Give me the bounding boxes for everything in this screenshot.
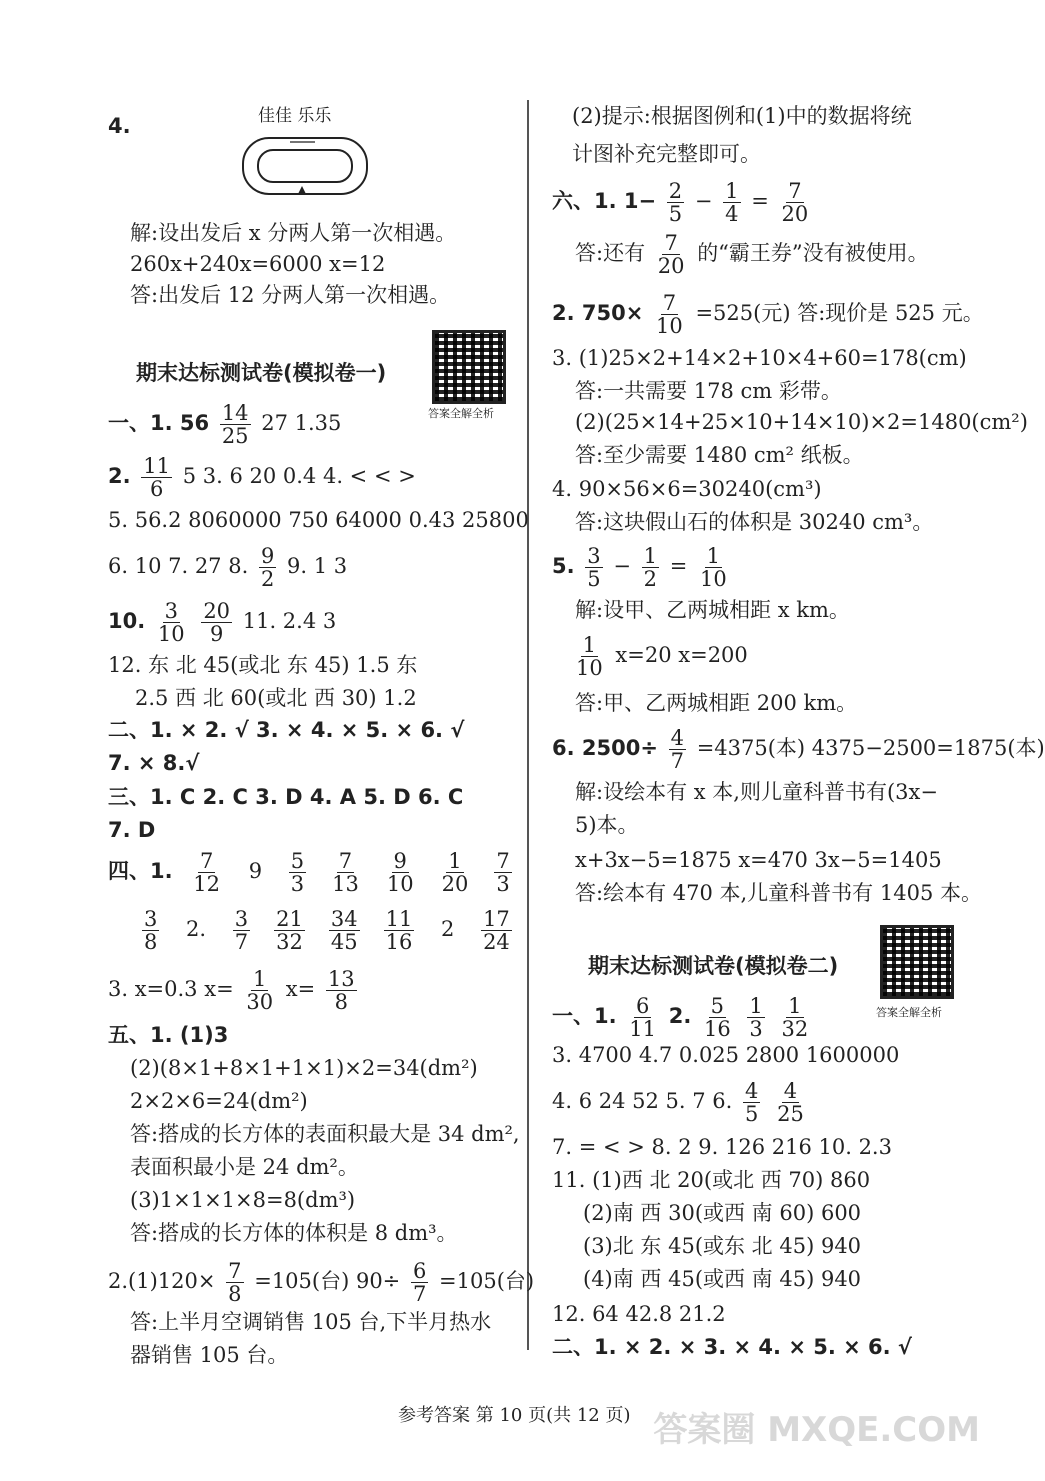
r-q5b: 解:设甲、乙两城相距 x km。 bbox=[575, 598, 850, 622]
q4-number: 4. bbox=[108, 114, 131, 138]
r-q6b-f: 答:绘本有 470 本,儿童科普书有 1405 本。 bbox=[575, 881, 982, 905]
s2-row11c: (3)北 东 45(或东 北 45) 940 bbox=[583, 1234, 862, 1258]
r-q3a: 3. (1)25×2+14×2+10×4+60=178(cm) bbox=[552, 346, 967, 370]
fraction: $\frac{7}{3}$ bbox=[496, 849, 510, 897]
value: 2 bbox=[434, 917, 462, 942]
r-q6b-d: 5)本。 bbox=[575, 813, 639, 837]
r-q5d: 答:甲、乙两城相距 200 km。 bbox=[575, 691, 858, 715]
track-label: 佳佳 乐乐 bbox=[258, 106, 332, 126]
fraction: $\frac{3}{7}$ bbox=[234, 907, 249, 955]
fraction: $\frac{5}{3}$ bbox=[290, 849, 305, 897]
r-q6: 六、1. 1− $\frac{2}{5}$ − $\frac{1}{4}$ = $\frac{7}{20}$ bbox=[552, 179, 809, 227]
s1-part5-4: 答:搭成的长方体的表面积最大是 34 dm², bbox=[130, 1122, 520, 1146]
s1-part4-row2 bbox=[130, 908, 524, 953]
s1-row12a: 12. 东 北 45(或北 东 45) 1.5 东 bbox=[108, 653, 418, 677]
s1-row1: 一、1. 56 $\frac{14}{25}$ 27 1.35 bbox=[108, 401, 342, 449]
watermark: 答案圈 MXQE.COM bbox=[653, 1410, 980, 1450]
qr-caption-2: 答案全解全析 bbox=[876, 1006, 942, 1019]
fraction: $\frac{7}{13}$ bbox=[332, 849, 359, 897]
r-q3c: (2)(25×14+25×10+14×10)×2=1480(cm²) bbox=[575, 410, 1028, 434]
s1-part4-row3: 3. x=0.3 x= $\frac{1}{30}$ x= $\frac{13}{8}$ bbox=[108, 967, 355, 1015]
r-q3b: 答:一共需要 178 cm 彩带。 bbox=[575, 379, 842, 403]
s1-row6: 6. 10 7. 27 8. $\frac{9}{2}$ 9. 1 3 bbox=[108, 544, 348, 592]
s1-part2-1: 二、1. × 2. √ 3. × 4. × 5. × 6. √ bbox=[108, 718, 465, 742]
s1-part5-3: 2×2×6=24(dm²) bbox=[130, 1089, 308, 1113]
s1-part2-2: 7. × 8.√ bbox=[108, 751, 200, 775]
r-q6b-c: 解:设绘本有 x 本,则儿童科普书有(3x− bbox=[575, 780, 938, 804]
s1-part5-6: (3)1×1×1×8=8(dm³) bbox=[130, 1188, 356, 1212]
s2-row11a: 11. (1)西 北 20(或北 西 70) 860 bbox=[552, 1168, 871, 1192]
value: 9 bbox=[242, 859, 269, 884]
fraction: $\frac{1}{20}$ bbox=[441, 849, 469, 897]
fraction: $\frac{21}{32}$ bbox=[276, 907, 303, 955]
r-q6-ans: 答:还有 $\frac{7}{20}$ 的“霸王券”没有被使用。 bbox=[575, 231, 929, 279]
s2-row12: 12. 64 42.8 21.2 bbox=[552, 1302, 726, 1326]
r-q4b: 答:这块假山石的体积是 30240 cm³。 bbox=[575, 510, 934, 534]
fraction: $\frac{17}{24}$ bbox=[483, 907, 510, 955]
s1-row12b: 2.5 西 北 60(或北 西 30) 1.2 bbox=[135, 686, 417, 710]
fraction: $\frac{14}{25}$ bbox=[221, 401, 249, 449]
s1-row2: 2. $\frac{11}{6}$ 5 3. 6 20 0.4 4. < < > bbox=[108, 454, 416, 502]
r-q3d: 答:至少需要 1480 cm² 纸板。 bbox=[575, 443, 864, 467]
s1-part5-2: (2)(8×1+8×1+1×1)×2=34(dm²) bbox=[130, 1056, 478, 1080]
s1-part5-5: 表面积最小是 24 dm²。 bbox=[130, 1155, 359, 1179]
s1-row5: 5. 56.2 8060000 750 64000 0.43 25800 bbox=[108, 508, 529, 532]
s1-part4-row1: 四、1. $\frac{7}{12}$ 9 $\frac{5}{3}$ $\frac{7}{13}$ $\frac{9}{10}$ $\frac{1}{20}$ $\frac{7}{3}$ bbox=[108, 849, 510, 897]
page-footer: 参考答案 第 10 页(共 12 页) bbox=[398, 1405, 631, 1426]
s2-row7: 7. = < > 8. 2 9. 126 216 10. 2.3 bbox=[552, 1135, 892, 1159]
s1-part3-2: 7. D bbox=[108, 818, 156, 842]
s2-row4: 4. 6 24 52 5. 7 6. $\frac{4}{5}$ $\frac{4}{25}$ bbox=[552, 1079, 804, 1127]
s2-row11b: (2)南 西 30(或西 南 60) 600 bbox=[583, 1201, 862, 1225]
r-q6b: 6. 2500÷ $\frac{4}{7}$ =4375(本) 4375−2500=1875(本) bbox=[552, 726, 1045, 774]
s1-part5-q2b: 答:上半月空调销售 105 台,下半月热水 bbox=[130, 1310, 492, 1334]
r-q4a: 4. 90×56×6=30240(cm³) bbox=[552, 477, 822, 501]
fraction: $\frac{3}{8}$ bbox=[144, 907, 158, 955]
l2: 260x+240x=6000 x=12 bbox=[130, 252, 386, 276]
s2-part2: 二、1. × 2. × 3. × 4. × 5. × 6. √ bbox=[552, 1335, 912, 1359]
fraction: $\frac{34}{45}$ bbox=[330, 907, 358, 955]
s1-part5-1: 五、1. (1)3 bbox=[108, 1023, 229, 1047]
s1-row10: 10. $\frac{3}{10}$ $\frac{20}{9}$ 11. 2.4 3 bbox=[108, 599, 337, 647]
s1-part5-q2: 2.(1)120× $\frac{7}{8}$ =105(台) 90÷ $\frac{6}{7}$ =105(台) bbox=[108, 1259, 535, 1307]
qr-code-1[interactable] bbox=[432, 330, 506, 404]
s2-row11d: (4)南 西 45(或西 南 45) 940 bbox=[583, 1267, 862, 1291]
l3: 答:出发后 12 分两人第一次相遇。 bbox=[130, 283, 451, 307]
r-p2: 计图补充完整即可。 bbox=[572, 142, 761, 166]
section2-title: 期末达标测试卷(模拟卷二) bbox=[588, 954, 839, 978]
s1-part5-q2c: 器销售 105 台。 bbox=[130, 1343, 289, 1367]
section1-title: 期末达标测试卷(模拟卷一) bbox=[136, 361, 387, 385]
s2-row3: 3. 4700 4.7 0.025 2800 1600000 bbox=[552, 1043, 900, 1067]
value: 2. bbox=[179, 917, 213, 942]
s1-part3-1: 三、1. C 2. C 3. D 4. A 5. D 6. C bbox=[108, 785, 464, 809]
r-q2: 2. 750× $\frac{7}{10}$ =525(元) 答:现价是 525 元。 bbox=[552, 291, 984, 339]
track-diagram bbox=[240, 128, 370, 198]
r-q5: 5. $\frac{3}{5}$ − $\frac{1}{2}$ = $\frac{1}{10}$ bbox=[552, 544, 727, 592]
r-q6b-e: x+3x−5=1875 x=470 3x−5=1405 bbox=[575, 848, 942, 872]
r-p1: (2)提示:根据图例和(1)中的数据将统 bbox=[572, 104, 912, 128]
column-divider bbox=[527, 100, 529, 1350]
qr-code-2[interactable] bbox=[880, 925, 954, 999]
qr-caption-1: 答案全解全析 bbox=[428, 407, 494, 420]
r-q5c: $\frac{1}{10}$ x=20 x=200 bbox=[576, 633, 748, 681]
s1-part5-7: 答:搭成的长方体的体积是 8 dm³。 bbox=[130, 1221, 458, 1245]
fraction: $\frac{7}{12}$ bbox=[193, 849, 221, 897]
fraction: $\frac{9}{10}$ bbox=[386, 849, 414, 897]
s2-row1: 一、1. $\frac{6}{11}$ 2. $\frac{5}{16}$ $\frac{1}{3}$ $\frac{1}{32}$ bbox=[552, 994, 809, 1042]
l1: 解:设出发后 x 分两人第一次相遇。 bbox=[130, 221, 457, 245]
fraction: $\frac{11}{16}$ bbox=[385, 907, 413, 955]
